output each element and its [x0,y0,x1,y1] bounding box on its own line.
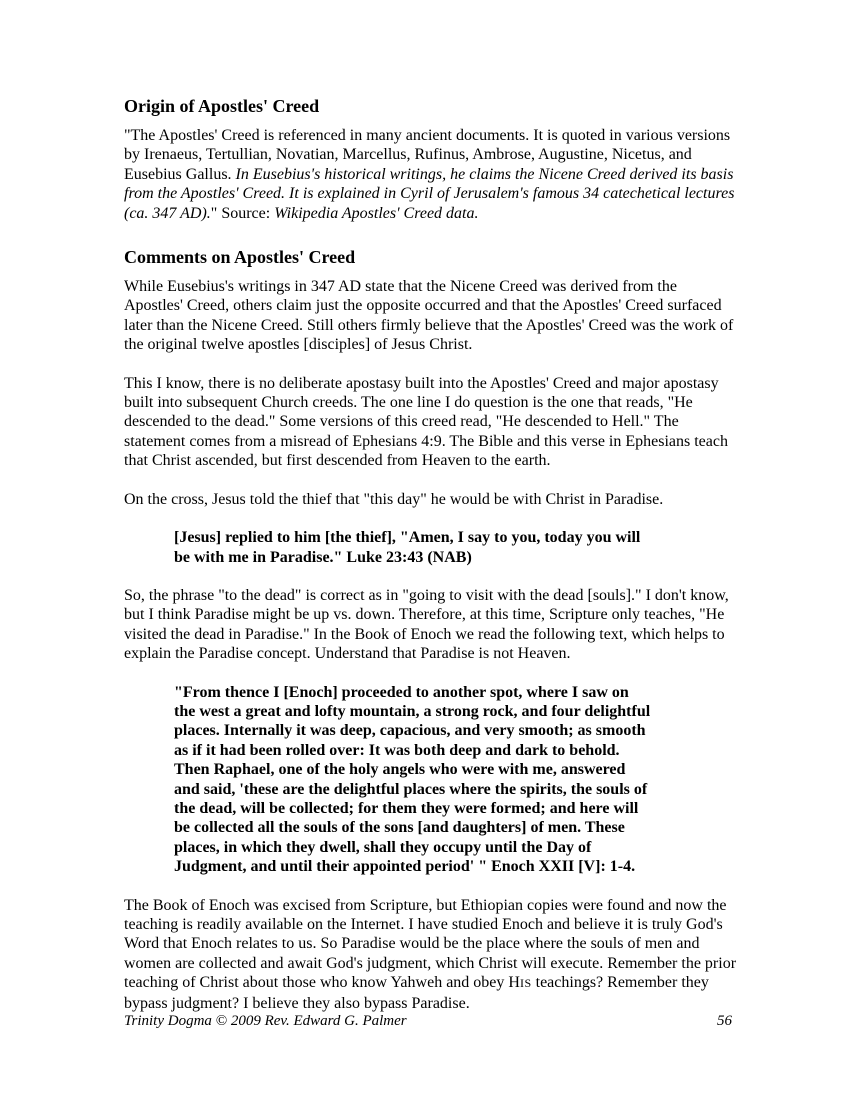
comments-5-regular-2: teachings? Remember they bypass judgment? I believe they also bypass Paradise. [124,974,709,1012]
paragraph-origin [124,126,738,223]
paragraph-comments-2: This I know, there is no deliberate apostasy built into the Apostles' Creed and major apostasy built into subsequent Church creeds. The one line I do question is the one that reads, "He descended to the dead." Some versions of this creed read, "He descended to Hell." The statement comes from a misread of Ephesians 4:9. The Bible and this verse in Ephesians teach that Christ ascended, but first descended from Heaven to the earth. [124,374,728,470]
blockquote-luke: [Jesus] replied to him [the thief], "Amen, I say to you, today you will be with me in Paradise." Luke 23:43 (NAB) [174,529,641,566]
paragraph-comments-1: While Eusebius's writings in 347 AD state that the Nicene Creed was derived from the Apostles' Creed, others claim just the opposite occurred and that the Apostles' Creed surfaced later than the Nicene Creed. Still others firmly believe that the Apostles' Creed was the work of the original twelve apostles [disciples] of Jesus Christ. [124,278,734,354]
section-heading-comments: Comments on Apostles' Creed [124,247,356,268]
footer-page-number: 56 [717,1013,732,1029]
comments-5-regular-1: The Book of Enoch was excised from Scripture, but Ethiopian copies were found and now the teaching is readily available on the Internet. I have studied Enoch and believe it is truly God's Word that Enoch relates to us. So Paradise would be the place where the souls of men and women are collected and await God's judgment, which Christ will execute. Remember the prior teaching of Christ about those who know Yahweh and obey H [124,896,737,992]
origin-text-italic-1: In Eusebius's historical writings, he claims the Nicene Creed derived its basis from the Apostles' Creed. It is explained in Cyril of Jerusalem's famous 34 catechetical lectures (ca. 347 AD). [124,165,735,222]
section-heading-origin: Origin of Apostles' Creed [124,96,320,116]
comments-5-small-caps: IS [519,976,532,991]
paragraph-comments-4: So, the phrase "to the dead" is correct as in "going to visit with the dead [souls]." I don't know, but I think Paradise might be up vs. down. Therefore, at this time, Scripture only teaches, "He visited the dead in Paradise." In the Book of Enoch we read the following text, which helps to explain the Paradise concept. Understand that Paradise is not Heaven. [124,586,729,663]
origin-text-italic-2: Wikipedia Apostles' Creed data. [274,204,479,222]
paragraph-comments-3: On the cross, Jesus told the thief that "this day" he would be with Christ in Paradise. [124,490,664,508]
paragraph-comments-5 [124,896,738,1013]
footer-book-credit: Trinity Dogma © 2009 Rev. Edward G. Palmer [124,1013,407,1029]
origin-text-regular-2: " Source: [210,204,275,222]
origin-text-regular-1: "The Apostles' Creed is referenced in many ancient documents. It is quoted in various versions by Irenaeus, Tertullian, Novatian, Marcellus, Rufinus, Ambrose, Augustine, Nicetus, and Eusebius Gallus. [124,127,731,183]
page-footer [124,1013,732,1030]
blockquote-enoch: "From thence I [Enoch] proceeded to another spot, where I saw on the west a great and lofty mountain, a strong rock, and four delightful places. Internally it was deep, capacious, and very smooth; as smooth as if it had been rolled over: It was both deep and dark to behold. Then Raphael, one of the holy angels who were with me, answered and said, 'these are the delightful places where the spirits, the souls of the dead, will be collected; for them they were formed; and here will be collected all the souls of the sons [and daughters] of men. These places, in which they dwell, shall they occupy until the Day of Judgment, and until their appointed period' " Enoch XXII [V]: 1-4. [174,683,651,876]
